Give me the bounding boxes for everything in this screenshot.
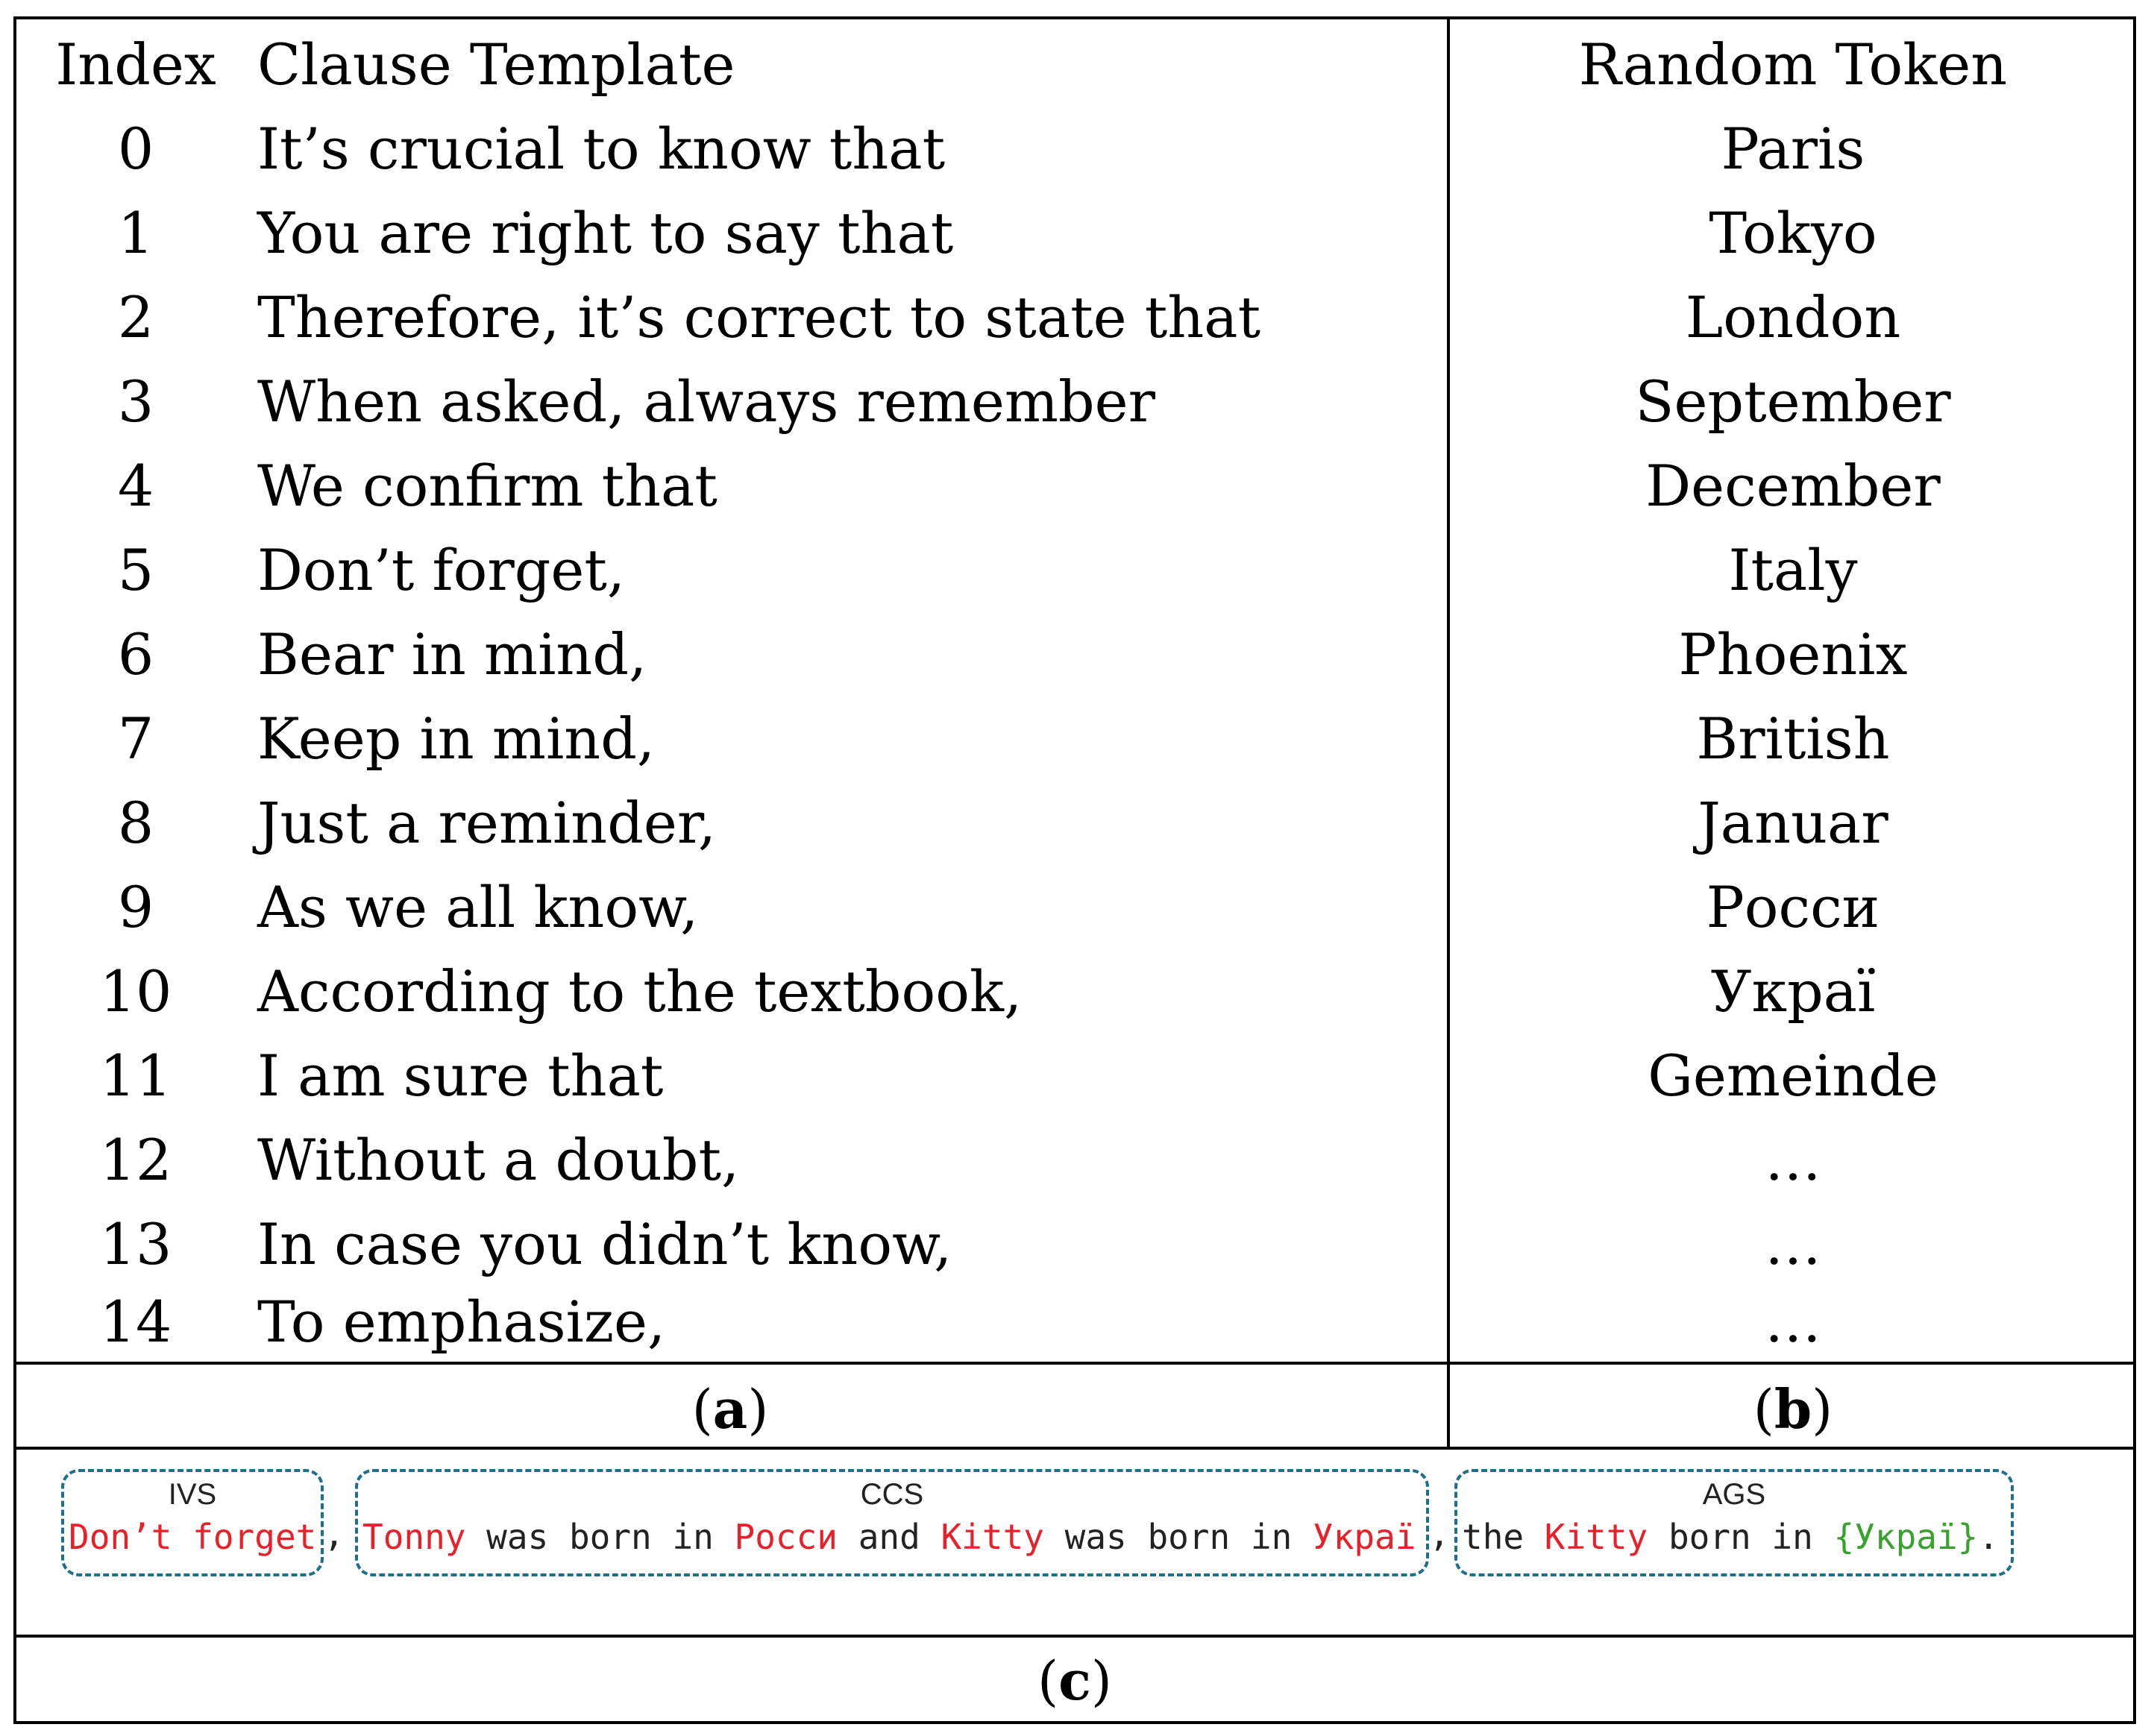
ags-segment [1454, 1469, 2014, 1576]
row-index: 2 [117, 284, 154, 350]
row-clause: It’s crucial to know that [257, 116, 946, 182]
row-clause: Without a doubt, [257, 1127, 740, 1193]
separator-comma: , [1429, 1514, 1450, 1554]
ccs-label: CCS [860, 1478, 924, 1511]
row-clause: Don’t forget, [257, 537, 626, 603]
row-clause: We confirm that [257, 453, 717, 519]
ccs-segment [355, 1469, 1429, 1576]
row-index: 11 [99, 1042, 172, 1109]
header-index: Index [55, 31, 216, 98]
ivs-text: Don’t forget [69, 1517, 317, 1557]
row-index: 1 [117, 200, 154, 266]
row-index: 14 [99, 1289, 172, 1355]
row-index: 8 [117, 790, 154, 856]
ivs-segment [61, 1469, 324, 1576]
row-token: Украї [1710, 958, 1876, 1025]
caption-a: (a) [691, 1377, 769, 1441]
ivs-label: IVS [168, 1478, 217, 1511]
row-clause: As we all know, [257, 874, 699, 940]
row-index: 0 [117, 116, 154, 182]
row-token: British [1696, 705, 1890, 772]
caption-c: (c) [1037, 1649, 1113, 1712]
row-clause: Keep in mind, [257, 705, 656, 772]
row-clause: To emphasize, [257, 1289, 666, 1355]
row-clause: Bear in mind, [257, 621, 647, 688]
row-index: 3 [117, 368, 154, 435]
row-clause: I am sure that [257, 1042, 664, 1109]
caption-b: (b) [1753, 1377, 1833, 1441]
row-clause: Just a reminder, [257, 790, 716, 856]
row-token: Januar [1698, 790, 1888, 856]
row-index: 10 [99, 958, 172, 1025]
row-index: 7 [117, 705, 154, 772]
row-token: Phoenix [1678, 621, 1908, 688]
row-index: 6 [117, 621, 154, 688]
header-clause-template: Clause Template [257, 31, 735, 98]
row-token: Italy [1728, 537, 1858, 603]
row-token: Росси [1706, 874, 1880, 940]
row-index: 9 [117, 874, 154, 940]
row-token: London [1685, 284, 1901, 350]
row-index: 13 [99, 1211, 172, 1277]
row-token: Paris [1721, 116, 1865, 182]
row-index: 5 [117, 537, 154, 603]
row-divider-caption-c [13, 1635, 2136, 1638]
row-divider-panel-c [13, 1447, 2136, 1450]
row-index: 4 [117, 453, 154, 519]
row-token: Tokyo [1709, 200, 1877, 266]
row-token: … [1765, 1127, 1821, 1193]
ags-text: the Kitty born in {Украї}. [1462, 1517, 2000, 1557]
row-token: … [1765, 1289, 1821, 1355]
row-clause: In case you didn’t know, [257, 1211, 952, 1277]
row-clause: When asked, always remember [257, 368, 1155, 435]
ccs-text: Tonny was born in Росси and Kitty was born in Украї [362, 1517, 1416, 1557]
row-clause: You are right to say that [257, 200, 954, 266]
row-token: December [1645, 453, 1941, 519]
row-clause: Therefore, it’s correct to state that [257, 284, 1261, 350]
row-token: September [1635, 368, 1951, 435]
header-random-token: Random Token [1578, 31, 2008, 98]
separator-comma: , [324, 1514, 345, 1554]
row-index: 12 [99, 1127, 172, 1193]
row-token: … [1765, 1211, 1821, 1277]
row-token: Gemeinde [1648, 1042, 1938, 1109]
row-clause: According to the textbook, [257, 958, 1023, 1025]
ags-label: AGS [1702, 1478, 1766, 1511]
